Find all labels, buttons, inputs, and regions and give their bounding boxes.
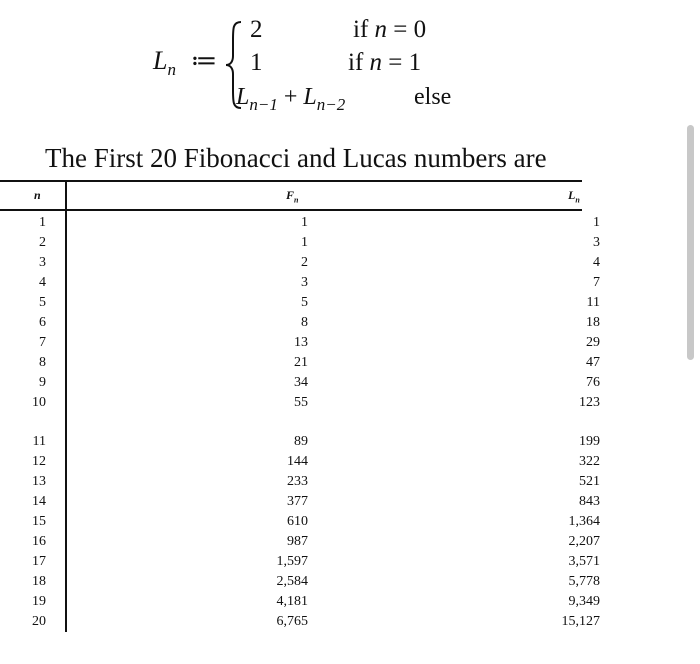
case-value-2: 1 — [250, 49, 263, 76]
row-lucas: 199 — [579, 434, 600, 449]
row-n: 18 — [32, 574, 46, 589]
row-n: 16 — [32, 534, 46, 549]
col-header-lucas-symbol: L — [568, 188, 576, 202]
term2-subscript: n−2 — [316, 94, 346, 114]
row-fibonacci: 233 — [287, 474, 308, 489]
case-condition-2-prefix: if — [348, 49, 370, 76]
row-n: 14 — [32, 494, 46, 509]
scrollbar[interactable] — [687, 125, 694, 360]
row-fibonacci: 5 — [301, 295, 308, 310]
row-n: 19 — [32, 594, 46, 609]
term1-subscript: n−1 — [249, 94, 278, 114]
row-lucas: 15,127 — [561, 614, 600, 629]
case-condition-1-var: n — [374, 16, 388, 43]
row-lucas: 29 — [586, 335, 600, 350]
row-n: 13 — [32, 474, 46, 489]
plus-sign: + — [277, 84, 304, 110]
row-fibonacci: 1 — [301, 215, 308, 230]
lhs-symbol: L — [153, 46, 168, 75]
case-value-1: 2 — [250, 16, 263, 43]
row-lucas: 47 — [586, 355, 600, 370]
row-fibonacci: 377 — [287, 494, 308, 509]
row-n: 7 — [39, 335, 46, 350]
row-lucas: 843 — [579, 494, 600, 509]
row-lucas: 18 — [586, 315, 600, 330]
row-lucas: 11 — [586, 295, 600, 310]
row-fibonacci: 144 — [287, 454, 308, 469]
row-fibonacci: 987 — [287, 534, 308, 549]
case-condition-2-var: n — [369, 49, 383, 76]
case-condition-1-rest: = 0 — [387, 16, 427, 43]
row-n: 11 — [32, 434, 46, 449]
row-fibonacci: 4,181 — [276, 594, 308, 609]
col-header-fib-subscript: n — [294, 195, 299, 205]
row-lucas: 322 — [579, 454, 600, 469]
col-header-fib — [286, 188, 298, 204]
row-n: 15 — [32, 514, 46, 529]
col-header-lucas — [568, 188, 580, 204]
lucas-definition-formula — [0, 0, 700, 125]
row-n: 10 — [32, 395, 46, 410]
row-fibonacci: 3 — [301, 275, 308, 290]
col-header-fib-symbol: F — [286, 188, 295, 202]
row-fibonacci: 1,597 — [276, 554, 308, 569]
formula-lhs — [153, 46, 217, 80]
row-lucas: 7 — [593, 275, 600, 290]
row-n: 20 — [32, 614, 46, 629]
row-lucas: 1,364 — [568, 514, 600, 529]
lhs-subscript: n — [167, 60, 176, 80]
row-n: 8 — [39, 355, 46, 370]
row-n: 12 — [32, 454, 46, 469]
row-fibonacci: 2 — [301, 255, 308, 270]
row-lucas: 1 — [593, 215, 600, 230]
row-fibonacci: 34 — [294, 375, 308, 390]
row-n: 9 — [39, 375, 46, 390]
table-caption: The First 20 Fibonacci and Lucas numbers are — [45, 143, 547, 173]
row-lucas: 5,778 — [568, 574, 600, 589]
table-header-rule — [0, 209, 582, 211]
case-condition-1-prefix: if — [353, 16, 375, 43]
case-condition-3: else — [414, 84, 452, 110]
row-lucas: 2,207 — [568, 534, 600, 549]
row-lucas: 76 — [586, 375, 600, 390]
col-header-n: n — [34, 188, 41, 202]
row-n: 6 — [39, 315, 46, 330]
row-lucas: 3 — [593, 235, 600, 250]
row-n: 5 — [39, 295, 46, 310]
row-lucas: 123 — [579, 395, 600, 410]
row-fibonacci: 13 — [294, 335, 308, 350]
row-fibonacci: 610 — [287, 514, 308, 529]
row-lucas: 4 — [593, 255, 600, 270]
case-value-3 — [236, 84, 345, 115]
row-fibonacci: 8 — [301, 315, 308, 330]
term2-symbol: L — [303, 84, 317, 110]
row-fibonacci: 55 — [294, 395, 308, 410]
case-condition-1 — [353, 16, 426, 44]
case-condition-2 — [348, 49, 421, 77]
term1-symbol: L — [236, 84, 250, 110]
row-lucas: 521 — [579, 474, 600, 489]
row-fibonacci: 6,765 — [276, 614, 308, 629]
table-top-rule — [0, 180, 582, 182]
assign-symbol: ≔ — [190, 46, 218, 75]
row-n: 17 — [32, 554, 46, 569]
row-lucas: 3,571 — [568, 554, 600, 569]
row-n: 3 — [39, 255, 46, 270]
row-fibonacci: 21 — [294, 355, 308, 370]
row-n: 1 — [39, 215, 46, 230]
row-lucas: 9,349 — [568, 594, 600, 609]
row-n: 2 — [39, 235, 46, 250]
row-n: 4 — [39, 275, 46, 290]
case-condition-2-rest: = 1 — [382, 49, 422, 76]
table-column-divider — [65, 180, 67, 632]
col-header-lucas-subscript: n — [575, 195, 580, 205]
row-fibonacci: 2,584 — [276, 574, 308, 589]
row-fibonacci: 89 — [294, 434, 308, 449]
row-fibonacci: 1 — [301, 235, 308, 250]
